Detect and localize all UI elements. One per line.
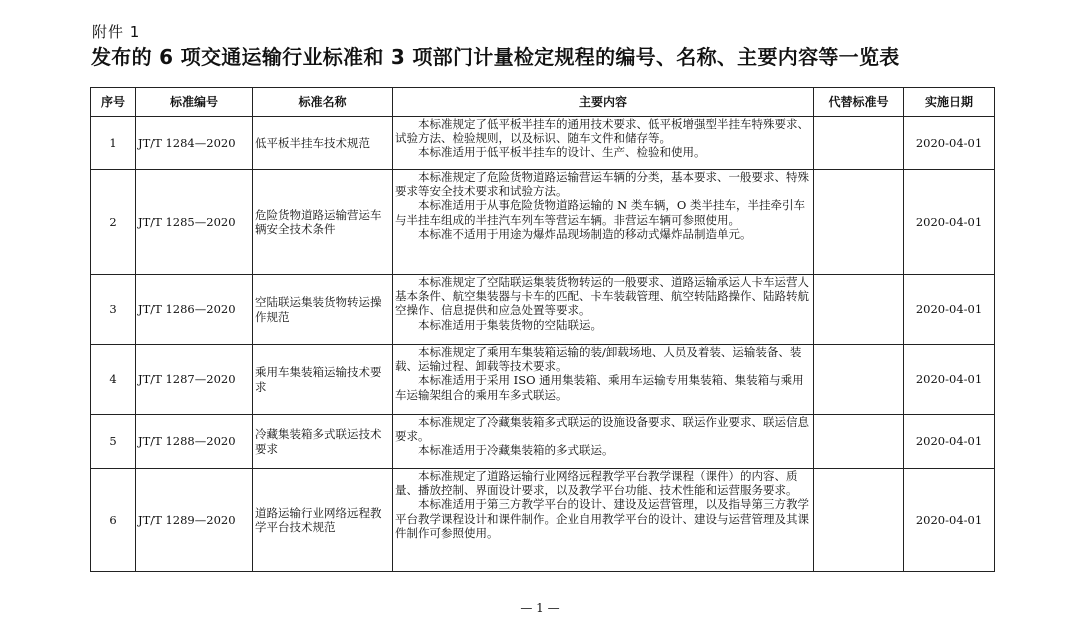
- row-code: JT/T 1287—2020: [136, 345, 253, 415]
- table-row: [91, 415, 995, 469]
- table-row: [91, 117, 995, 170]
- content-paragraph: 本标准规定了危险货物道路运输营运车辆的分类，基本要求、一般要求、特殊要求等安全技术要求和试验方法。: [395, 170, 809, 199]
- row-replaces: [814, 345, 904, 415]
- row-no: 4: [91, 345, 136, 415]
- content-paragraph: 本标准适用于集装货物的空陆联运。: [418, 317, 602, 332]
- row-name: 危险货物道路运输营运车辆安全技术条件: [253, 170, 393, 275]
- table-row: [91, 469, 995, 572]
- row-date: 2020-04-01: [904, 415, 995, 469]
- row-no: 3: [91, 275, 136, 345]
- row-no: 2: [91, 170, 136, 275]
- row-code: JT/T 1284—2020: [136, 117, 253, 170]
- row-code: JT/T 1288—2020: [136, 415, 253, 469]
- row-content: [393, 170, 814, 275]
- row-content: [393, 275, 814, 345]
- header-name: 标准名称: [253, 88, 393, 117]
- table-header-row: [91, 88, 995, 117]
- row-name: 道路运输行业网络远程教学平台技术规范: [253, 469, 393, 572]
- row-replaces: [814, 469, 904, 572]
- content-paragraph: 本标准适用于采用 ISO 通用集装箱、乘用车运输专用集装箱、集装箱与乘用车运输架组合的乘用车多式联运。: [395, 373, 804, 402]
- row-replaces: [814, 275, 904, 345]
- row-replaces: [814, 415, 904, 469]
- header-date: 实施日期: [904, 88, 995, 117]
- header-content: 主要内容: [393, 88, 814, 117]
- table-row: [91, 345, 995, 415]
- content-paragraph: 本标准适用于冷藏集装箱的多式联运。: [418, 443, 614, 458]
- content-paragraph: 本标准适用于第三方教学平台的设计、建设及运营管理，以及指导第三方教学平台教学课程设计和课件制作。企业自用教学平台的设计、建设与运营管理及其课件制作可参照使用。: [395, 497, 809, 540]
- content-paragraph: 本标准规定了道路运输行业网络远程教学平台教学课程（课件）的内容、质量、播放控制、界面设计要求，以及教学平台功能、技术性能和运营服务要求。: [395, 469, 798, 498]
- row-replaces: [814, 170, 904, 275]
- row-replaces: [814, 117, 904, 170]
- content-paragraph: 本标准适用于低平板半挂车的设计、生产、检验和使用。: [418, 145, 706, 160]
- document-title: 发布的 6 项交通运输行业标准和 3 项部门计量检定规程的编号、名称、主要内容等一览表: [91, 45, 900, 69]
- content-paragraph: 本标准规定了空陆联运集装货物转运的一般要求、道路运输承运人卡车运营人基本条件、航空集装器与卡车的匹配、卡车装载管理、航空转陆路操作、陆路转航空操作、信息提供和应急处置等要求。: [395, 275, 809, 318]
- row-date: 2020-04-01: [904, 275, 995, 345]
- row-code: JT/T 1285—2020: [136, 170, 253, 275]
- row-content: [393, 117, 814, 170]
- table-row: [91, 170, 995, 275]
- header-code: 标准编号: [136, 88, 253, 117]
- row-content: [393, 415, 814, 469]
- table-row: [91, 275, 995, 345]
- row-name: 乘用车集装箱运输技术要求: [253, 345, 393, 415]
- header-replaces: 代替标准号: [814, 88, 904, 117]
- row-date: 2020-04-01: [904, 345, 995, 415]
- content-paragraph: 本标准不适用于用途为爆炸品现场制造的移动式爆炸品制造单元。: [418, 226, 752, 241]
- row-content: [393, 345, 814, 415]
- row-no: 1: [91, 117, 136, 170]
- row-name: 冷藏集装箱多式联运技术要求: [253, 415, 393, 469]
- row-code: JT/T 1289—2020: [136, 469, 253, 572]
- row-date: 2020-04-01: [904, 170, 995, 275]
- row-date: 2020-04-01: [904, 117, 995, 170]
- row-name: 低平板半挂车技术规范: [253, 117, 393, 170]
- content-paragraph: 本标准规定了冷藏集装箱多式联运的设施设备要求、联运作业要求、联运信息要求。: [395, 415, 809, 444]
- row-name: 空陆联运集装货物转运操作规范: [253, 275, 393, 345]
- header-no: 序号: [91, 88, 136, 117]
- row-no: 5: [91, 415, 136, 469]
- row-date: 2020-04-01: [904, 469, 995, 572]
- row-no: 6: [91, 469, 136, 572]
- content-paragraph: 本标准规定了低平板半挂车的通用技术要求、低平板增强型半挂车特殊要求、试验方法、检验规则，以及标识、随车文件和储存等。: [395, 117, 809, 146]
- content-paragraph: 本标准适用于从事危险货物道路运输的 N 类车辆，O 类半挂车，半挂牵引车与半挂车组成的半挂汽车列车等营运车辆。非营运车辆可参照使用。: [395, 198, 805, 227]
- attachment-label: 附件 1: [92, 23, 141, 41]
- standards-table: [90, 87, 995, 572]
- content-paragraph: 本标准规定了乘用车集装箱运输的装/卸载场地、人员及着装、运输装备、装载、运输过程、卸载等技术要求。: [395, 345, 802, 374]
- page-number: — 1 —: [520, 601, 560, 615]
- row-code: JT/T 1286—2020: [136, 275, 253, 345]
- row-content: [393, 469, 814, 572]
